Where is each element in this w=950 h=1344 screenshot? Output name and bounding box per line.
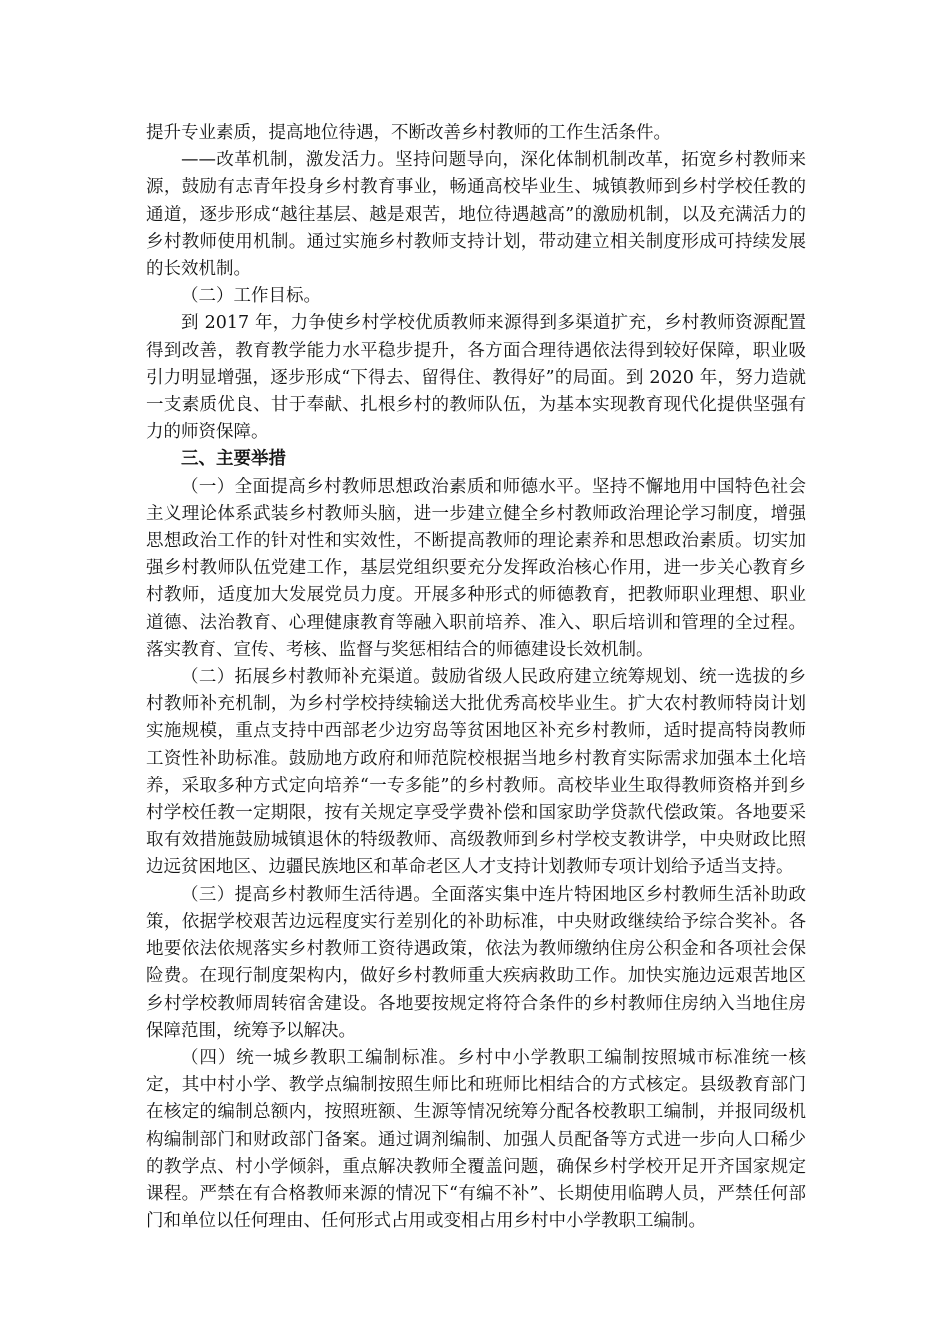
paragraph-lead: （三）提高乡村教师生活待遇。: [181, 884, 432, 905]
subheading-work-goals: [146, 283, 806, 310]
paragraph-measure-1: [146, 474, 806, 664]
subheading-text: （二）工作目标。: [181, 286, 321, 307]
paragraph-lead: （二）拓展乡村教师补充渠道。: [181, 667, 432, 688]
paragraph-lead: （四）统一城乡教职工编制标准。: [181, 1047, 458, 1068]
paragraph-reform-mechanism: [146, 147, 806, 283]
paragraph-work-goals: [146, 310, 806, 446]
paragraph-text: 全面落实集中连片特困地区乡村教师生活补助政策，依据学校艰苦边远程度实行差别化的补助标准，中央财政继续给予综合奖补。各地要依法依规落实乡村教师工资待遇政策，依法为教师缴纳住房公积金和各项社会保险费。在现行制度架构内，做好乡村教师重大疾病救助工作。加快实施边远艰苦地区乡村学校教师周转宿舍建设。各地要按规定将符合条件的乡村教师住房纳入当地住房保障范围，统筹予以解决。: [146, 884, 807, 1041]
paragraph-text: 提升专业素质，提高地位待遇，不断改善乡村教师的工作生活条件。: [146, 123, 671, 143]
section-heading-main-measures: 三、主要举措: [181, 449, 286, 470]
paragraph-measure-2: [146, 664, 806, 882]
paragraph-text: 到 2017 年，力争使乡村学校优质教师来源得到多渠道扩充，乡村教师资源配置得到改善，教育教学能力水平稳步提升，各方面合理待遇依法得到较好保障，职业吸引力明显增强，逐步形成“下得去、留得住、教得好”的局面。到 2020 年，努力造就一支素质优良、甘于奉献、扎根乡村的教师队伍，为基本实现教育现代化提供坚强有力的师资保障。: [146, 313, 806, 443]
paragraph-text: 坚持不懈地用中国特色社会主义理论体系武装乡村教师头脑，进一步建立健全乡村教师政治理论学习制度，增强思想政治工作的针对性和实效性，不断提高教师的理论素养和思想政治素质。切实加强乡村教师队伍党建工作，基层党组织要充分发挥政治核心作用，进一步关心教育乡村教师，适度加大发展党员力度。开展多种形式的师德教育，把教师职业理想、职业道德、法治教育、心理健康教育等融入职前培养、准入、职后培训和管理的全过程。落实教育、宣传、考核、监督与奖惩相结合的师德建设长效机制。: [146, 476, 807, 660]
paragraph-lead: ——改革机制，激发活力。: [181, 150, 396, 171]
paragraph-lead: （一）全面提高乡村教师思想政治素质和师德水平。: [181, 476, 592, 497]
paragraph-measure-4: [146, 1045, 806, 1235]
paragraph-text: 鼓励省级人民政府建立统筹规划、统一选拔的乡村教师补充机制，为乡村学校持续输送大批优秀高校毕业生。扩大农村教师特岗计划实施规模，重点支持中西部老少边穷岛等贫困地区补充乡村教师，适时提高特岗教师工资性补助标准。鼓励地方政府和师范院校根据当地乡村教育实际需求加强本土化培养，采取多种方式定向培养“一专多能”的乡村教师。高校毕业生取得教师资格并到乡村学校任教一定期限，按有关规定享受学费补偿和国家助学贷款代偿政策。各地要采取有效措施鼓励城镇退休的特级教师、高级教师到乡村学校支教讲学，中央财政比照边远贫困地区、边疆民族地区和革命老区人才支持计划教师专项计划给予适当支持。: [146, 667, 807, 878]
document-body: [146, 120, 806, 1235]
paragraph-measure-3: [146, 882, 806, 1045]
paragraph-continuation: [146, 120, 806, 147]
paragraph-text: 坚持问题导向，深化体制机制改革，拓宽乡村教师来源，鼓励有志青年投身乡村教育事业，畅通高校毕业生、城镇教师到乡村学校任教的通道，逐步形成“越往基层、越是艰苦，地位待遇越高”的激励机制，以及充满活力的乡村教师使用机制。通过实施乡村教师支持计划，带动建立相关制度形成可持续发展的长效机制。: [146, 150, 807, 280]
paragraph-text: 乡村中小学教职工编制按照城市标准统一核定，其中村小学、教学点编制按照生师比和班师比相结合的方式核定。县级教育部门在核定的编制总额内，按照班额、生源等情况统筹分配各校教职工编制，并报同级机构编制部门和财政部门备案。通过调剂编制、加强人员配备等方式进一步向人口稀少的教学点、村小学倾斜，重点解决教师全覆盖问题，确保乡村学校开足开齐国家规定课程。严禁在有合格教师来源的情况下“有编不补”、长期使用临聘人员，严禁任何部门和单位以任何理由、任何形式占用或变相占用乡村中小学教职工编制。: [146, 1047, 807, 1232]
